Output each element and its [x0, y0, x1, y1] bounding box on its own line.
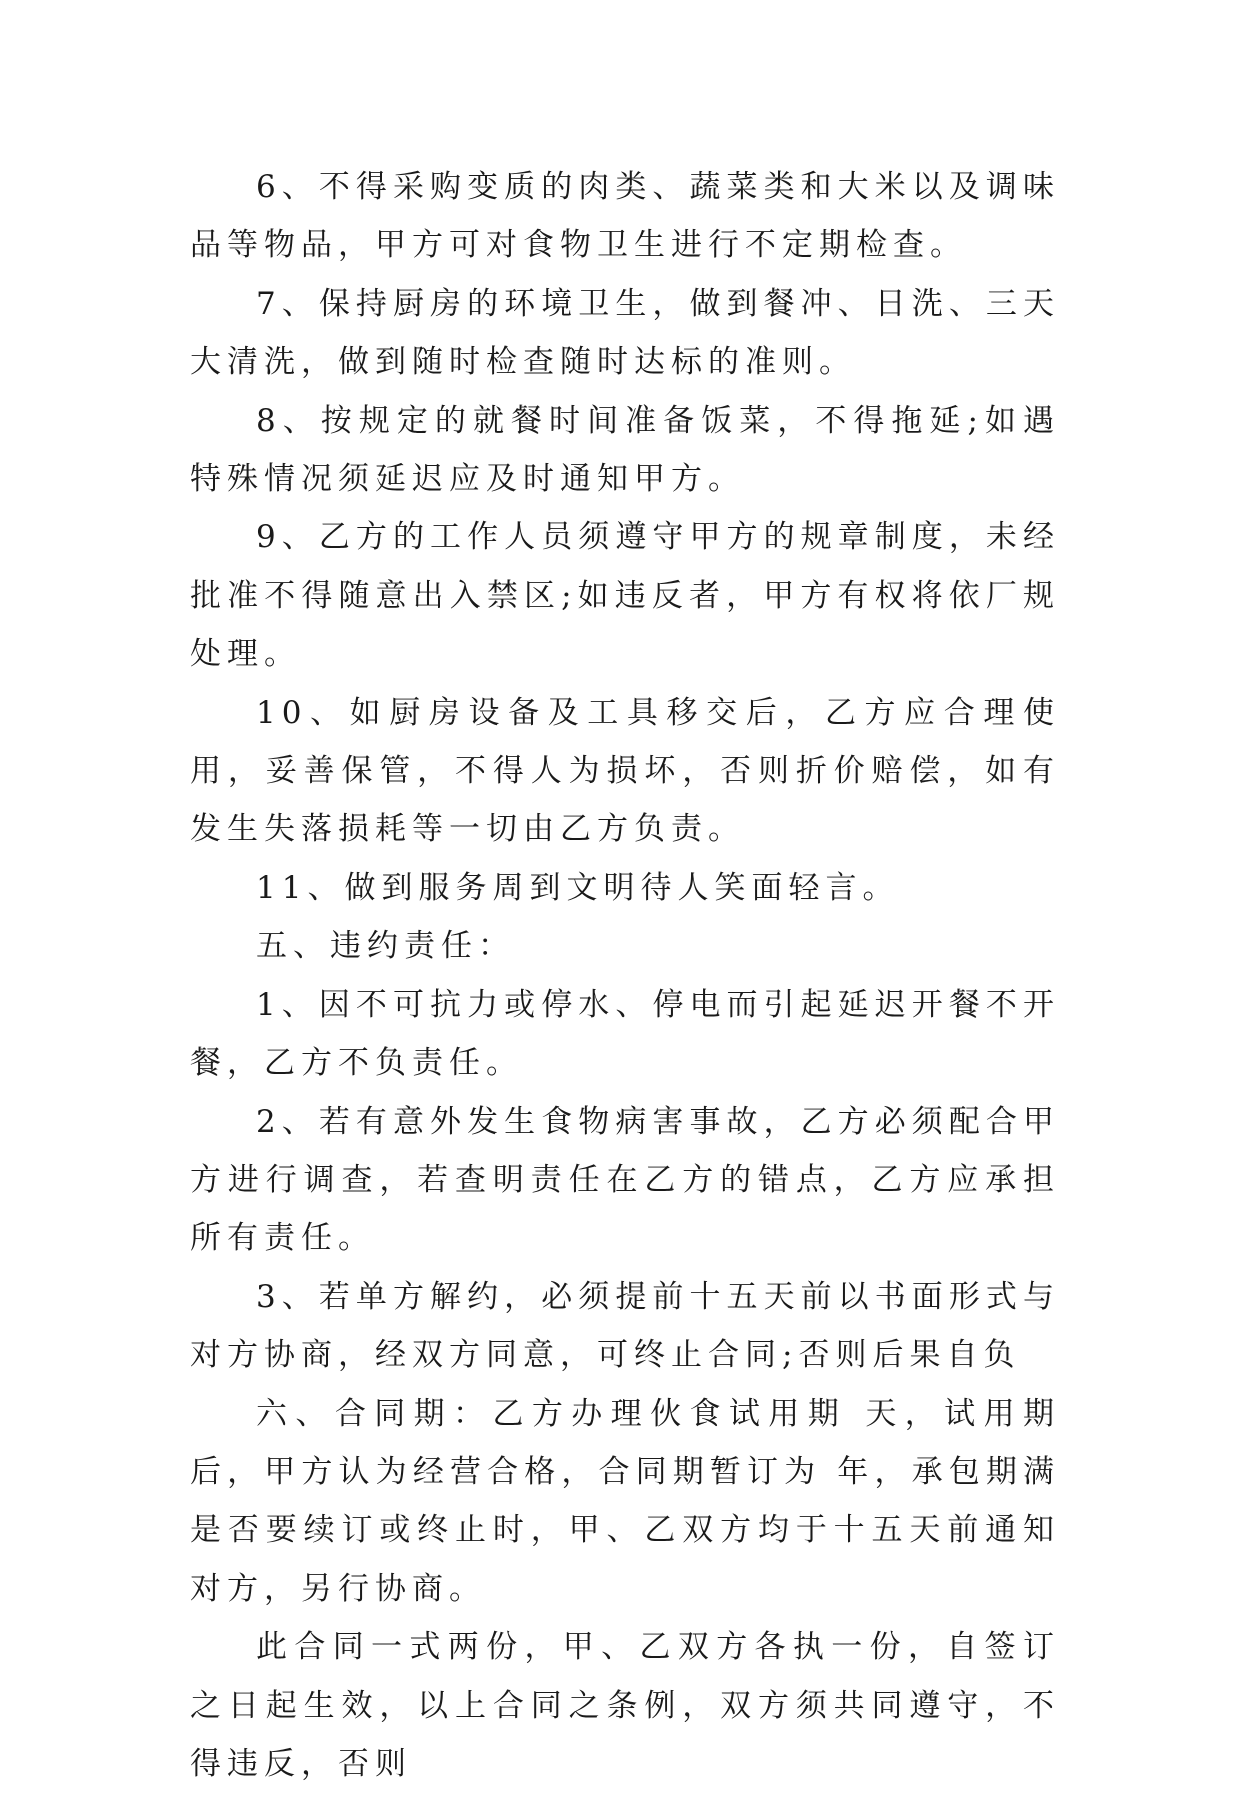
clause-7-paragraph: 7、保持厨房的环境卫生，做到餐冲、日洗、三天大清洗，做到随时检查随时达标的准则。: [190, 285, 1060, 381]
breach-clause-3-paragraph: 3、若单方解约，必须提前十五天前以书面形式与对方协商，经双方同意，可终止合同;否则后果自负: [190, 1278, 1060, 1374]
closing-paragraph: 此合同一式两份，甲、乙双方各执一份，自签订之日起生效，以上合同之条例，双方须共同遵守，不得违反，否则: [190, 1629, 1060, 1782]
breach-clause-2-paragraph: 2、若有意外发生食物病害事故，乙方必须配合甲方进行调查，若查明责任在乙方的错点，乙方应承担所有责任。: [190, 1103, 1060, 1257]
breach-clause-1-paragraph: 1、因不可抗力或停水、停电而引起延迟开餐不开餐，乙方不负责任。: [190, 986, 1060, 1082]
section-heading-breach-liability: 五、违约责任：: [256, 928, 515, 965]
clause-10-paragraph: 10、如厨房设备及工具移交后，乙方应合理使用，妥善保管，不得人为损坏，否则折价赔偿，如有发生失落损耗等一切由乙方负责。: [190, 694, 1060, 848]
clause-9-paragraph: 9、乙方的工作人员须遵守甲方的规章制度，未经批准不得随意出入禁区;如违反者，甲方有权将依厂规处理。: [190, 519, 1060, 673]
clause-6-paragraph: 6、不得采购变质的肉类、蔬菜类和大米以及调味品等物品，甲方可对食物卫生进行不定期检查。: [190, 169, 1060, 264]
contract-body: [190, 158, 1060, 1793]
clause-11-paragraph: 11、做到服务周到文明待人笑面轻言。: [256, 869, 900, 906]
contract-period-paragraph: 六、合同期：乙方办理伙食试用期 天，试用期后，甲方认为经营合格，合同期暂订为 年，承包期满是否要续订或终止时，甲、乙双方均于十五天前通知对方，另行协商。: [190, 1395, 1060, 1607]
clause-8-paragraph: 8、按规定的就餐时间准备饭菜，不得拖延;如遇特殊情况须延迟应及时通知甲方。: [190, 402, 1060, 498]
